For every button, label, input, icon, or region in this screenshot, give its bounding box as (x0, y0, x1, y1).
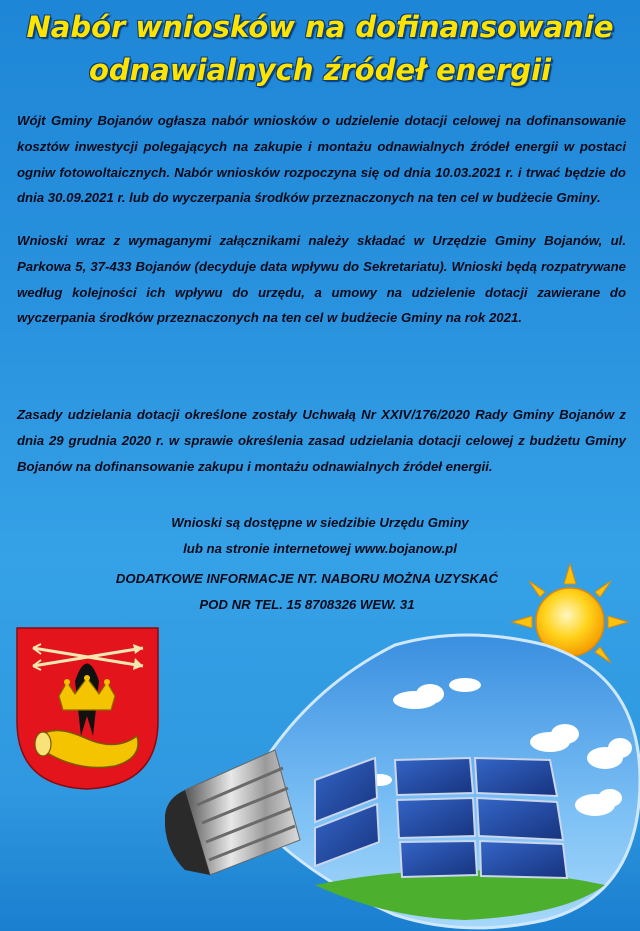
title-line-1: Nabór wniosków na dofinansowanie (26, 10, 614, 44)
coat-of-arms-icon (15, 626, 160, 791)
contact-line-1: DODATKOWE INFORMACJE NT. NABORU MOŻNA UZYSKAĆ (115, 571, 499, 586)
contact-line-2: POD NR TEL. 15 8708326 WEW. 31 (199, 597, 415, 612)
paragraph-announcement: Wójt Gminy Bojanów ogłasza nabór wniosków o udzielenie dotacji celowej na dofinansowanie kosztów inwestycji polegających na zakupie i montażu odnawialnych źródeł energii w postaci ogniw fotowoltaicznych. Nabór wniosków rozpoczyna się od dnia 10.03.2021 r. i trwać będzie do dnia 30.09.2021 r. lub do wyczerpania środków przeznaczonych na ten cel w budżecie Gminy. (17, 113, 626, 206)
page-title (0, 6, 640, 92)
availability-line-2: lub na stronie internetowej www.bojanow.pl (183, 541, 457, 556)
light-bulb-solar-panel-icon (165, 630, 640, 930)
availability-line-1: Wnioski są dostępne w siedzibie Urzędu Gminy (171, 515, 469, 530)
paragraph-submission: Wnioski wraz z wymaganymi załącznikami należy składać w Urzędzie Gminy Bojanów, ul. Parkowa 5, 37-433 Bojanów (decyduje data wpływu do Sekretariatu). Wnioski będą rozpatrywane według kolejności ich wpływu do urzędu, a umowy na udzielenie dotacji zawierane do wyczerpania środków przeznaczonych na ten cel w budżecie Gminy na rok 2021. (17, 233, 626, 326)
title-line-2: odnawialnych źródeł energii (88, 53, 552, 87)
paragraph-rules: Zasady udzielania dotacji określone zostały Uchwałą Nr XXIV/176/2020 Rady Gminy Bojanów z dnia 29 grudnia 2020 r. w sprawie określenia zasad udzielania dotacji celowej z budżetu Gminy Bojanów na dofinansowanie zakupu i montażu odnawialnych źródeł energii. (17, 407, 626, 474)
